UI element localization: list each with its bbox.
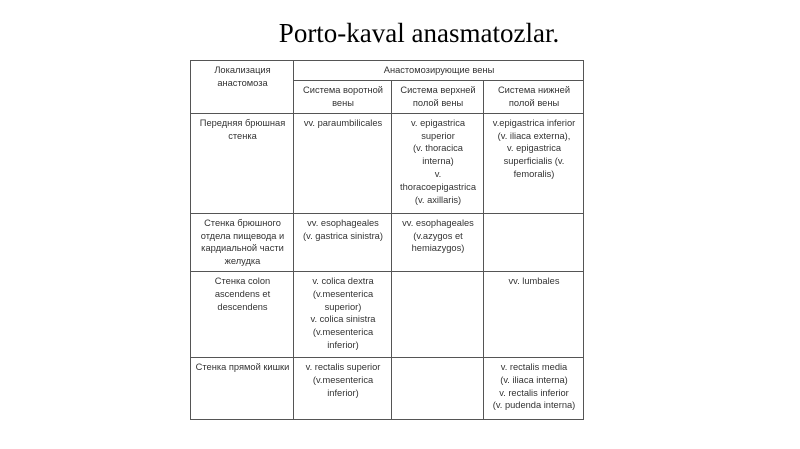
cell-inferior-veins [484,271,584,357]
vein-entry: v. rectalis inferior [499,387,569,398]
cell-portal-veins [294,271,392,357]
cell-portal-veins [294,357,392,419]
cell-inferior-veins [484,113,584,213]
vein-entry: v. rectalis media [500,361,568,372]
subheader-inferior-vena-cava-system: Система нижней полой вены [484,80,584,113]
vein-entry: v. colica sinistra [310,314,376,325]
vein-entry: (v. iliaca externa), [497,130,571,141]
table-row [191,357,584,419]
cell-portal-veins [294,113,392,213]
cell-inferior-veins [484,213,584,271]
table-row [191,113,584,213]
vein-entry: (v. axillaris) [414,194,462,205]
vein-entry: vv. lumbales [508,275,560,286]
vein-entry: v. rectalis superior [305,361,381,372]
vein-entry: v.epigastrica inferior [492,117,576,128]
subheader-superior-vena-cava-system: Система верхней полой вены [392,80,484,113]
vein-entry: (v.mesenterica superior) [312,288,374,312]
cell-localization: Стенка colon ascendens et descendens [191,271,294,357]
vein-entry: (v.mesenterica inferior) [312,327,374,350]
cell-superior-veins [392,357,484,419]
table-row [191,271,584,357]
anastomosis-table [190,60,584,420]
cell-superior-veins [392,271,484,357]
header-localization: Локализация анастомоза [191,61,294,114]
vein-entry: (v. thoracica interna) [413,143,463,167]
cell-superior-veins [392,213,484,271]
cell-portal-veins [294,213,392,271]
cell-localization: Передняя брюшная стенка [191,113,294,213]
header-anastomosing-veins: Анастомозирующие вены [294,61,584,81]
vein-entry: v. colica dextra [312,275,374,286]
table-header-row [191,61,584,81]
cell-superior-veins [392,113,484,213]
vein-entry: v. epigastrica superficialis (v. femoralis) [503,143,565,179]
table-row [191,213,584,271]
slide-title: Porto-kaval anasmatozlar. [278,18,560,48]
vein-entry: v. epigastrica superior [410,117,466,141]
cell-inferior-veins [484,357,584,419]
vein-entry: (v.azygos et hemiazygos) [411,230,465,254]
subheader-portal-system: Система воротной вены [294,80,392,113]
vein-entry: vv. esophageales [307,217,379,228]
vein-entry: (v.mesenterica inferior) [312,374,374,398]
vein-entry: v. thoracoepigastrica [400,168,476,192]
vein-entry: (v. pudenda interna) [492,400,576,411]
vein-entry: vv. esophageales [402,217,474,228]
vein-entry: (v. gastrica sinistra) [303,230,383,241]
cell-localization: Стенка брюшного отдела пищевода и кардиальной части желудка [191,213,294,271]
cell-localization: Стенка прямой кишки [191,357,294,419]
vein-entry: (v. iliaca interna) [500,374,568,385]
vein-entry: vv. paraumbilicales [303,117,383,128]
